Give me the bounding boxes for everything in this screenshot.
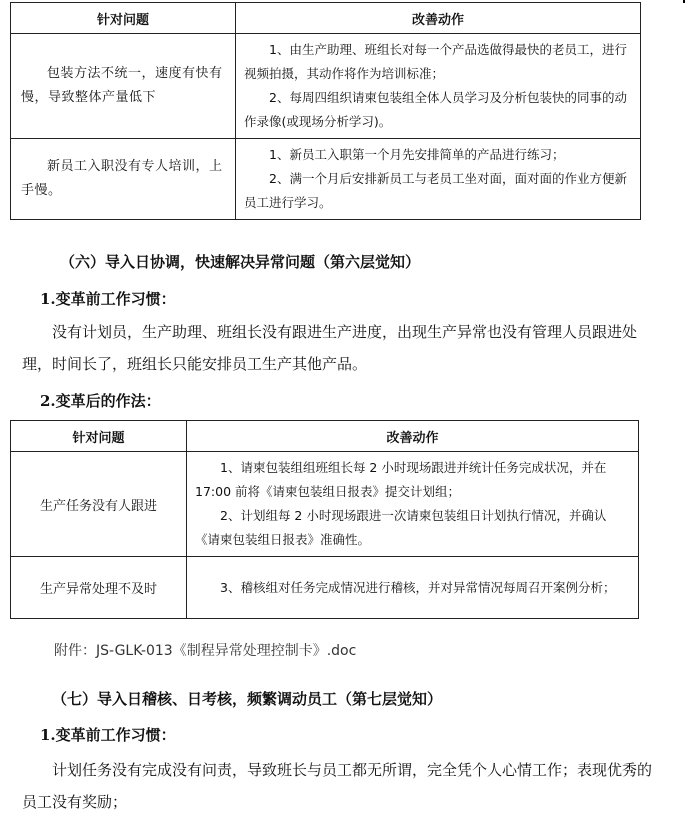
section6-before-text: 没有计划员，生产助理、班组长没有跟进生产进度，出现生产异常也没有管理人员跟进处理，时间长了，班组长只能安排员工生产其他产品。: [22, 323, 638, 373]
section6-after-title: 2.变革后的作法：: [40, 392, 161, 410]
table1-row2-actions: [236, 139, 641, 220]
table2-row1-actions: [187, 452, 639, 557]
attachment-reference: 附件：JS-GLK-013《制程异常处理控制卡》.doc: [54, 643, 357, 659]
page-corner-mark: [683, 0, 685, 3]
table2-row1-problem: 生产任务没有人跟进: [11, 452, 187, 557]
section7-heading: （七）导入日稽核、日考核，频繁调动员工（第七层觉知）: [52, 690, 443, 708]
section6-heading: （六）导入日协调，快速解决异常问题（第六层觉知）: [60, 253, 421, 271]
table2-row2-problem: 生产异常处理不及时: [11, 557, 187, 619]
table1-row1-problem: 包装方法不统一，速度有快有慢，导致整体产量低下: [11, 34, 236, 139]
improvement-table-2: [10, 420, 639, 619]
table2-row2-action-1: 3、稽核组对任务完成情况进行稽核，并对异常情况每周召开案例分析；: [220, 579, 616, 595]
table2-row1-action-1: 1、请柬包装组组班组长每 2 小时现场跟进并统计任务完成状况，并在 17:00 前将《请柬包装组日报表》提交计划组；: [195, 460, 607, 499]
table1-header-problem: 针对问题: [11, 3, 236, 34]
table2-row1-action-2: 2、计划组每 2 小时现场跟进一次请柬包装组日计划执行情况，并确认《请柬包装组日报表》准确性。: [195, 508, 607, 547]
table2-row2-actions: [187, 557, 639, 619]
table1-row1-actions: [236, 34, 641, 139]
table1-row2-action-2: 2、满一个月后安排新员工与老员工坐对面，面对面的作业方便新员工进行学习。: [244, 171, 627, 210]
table1-row1-action-1: 1、由生产助理、班组长对每一个产品选做得最快的老员工，进行视频拍摄，其动作将作为培训标准；: [244, 42, 627, 81]
table2-header-problem: 针对问题: [11, 421, 187, 452]
improvement-table-1: [10, 2, 641, 220]
section7-before-title: 1.变革前工作习惯：: [40, 726, 176, 744]
table2-header-action: 改善动作: [187, 421, 639, 452]
table1-row2-action-1: 1、新员工入职第一个月先安排简单的产品进行练习；: [269, 147, 565, 162]
table1-row1-action-2: 2、每周四组织请柬包装组全体人员学习及分析包装快的同事的动作录像(或现场分析学习)。: [244, 90, 627, 129]
table1-header-action: 改善动作: [236, 3, 641, 34]
section7-before-text: 计划任务没有完成没有问责，导致班长与员工都无所谓，完全凭个人心情工作；表现优秀的员工没有奖励；: [22, 761, 653, 811]
section6-before-title: 1.变革前工作习惯：: [40, 290, 176, 308]
table1-row2-problem: 新员工入职没有专人培训，上手慢。: [11, 139, 236, 220]
